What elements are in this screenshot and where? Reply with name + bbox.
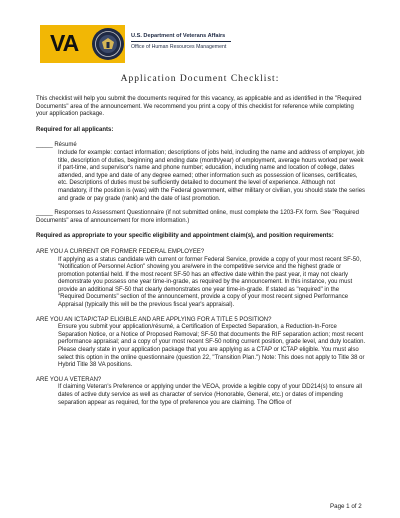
section-heading-all-applicants: Required for all applicants: — [36, 126, 114, 133]
checklist-item-ictap-text: Ensure you submit your application/résumé, a Certification of Expected Separation, a Reduction-In-Force Separation Notice, or a Notice of Proposed Removal; SF-50 that documents the RIF separation action; most recent performance appraisal; and a copy of your most recent SF-50 noting current position, grade level, and duty location. Please clearly state in your application package that you are applying as a CTAP or ICTAP eligible. You must also select this option in the online questionnaire (question 22, "Transition Plan.") Note: This does not apply to Title 38 or Hybrid Title 38 VA positions. — [58, 324, 366, 369]
va-seal-icon — [91, 27, 125, 61]
office-name: Office of Human Resources Management — [131, 44, 227, 50]
checklist-item-resume-text: Include for example: contact information; descriptions of jobs held, including the name and address of employer, job title, description of duties, beginning and ending date (month/year) of employment, average hours worked per week if part-time, and supervisor's name and phone number; education, including name and location of college, dates attended, and type and date of any degree earned; other information such as possession of licenses, certificates, etc. Descriptions of duties must be sufficiently detailed to document the level of experience. Although not mandatory, if the position is (was) with the Federal government, either military or civilian, you should state the series and grade or pay grade (rank) and the date of last promotion. — [58, 149, 366, 202]
intro-paragraph: This checklist will help you submit the documents required for this vacancy, as applicable and as identified in the "Required Documents" area of the announcement. We recommend you print a copy of this checklist for reference while completing your application package. — [36, 96, 362, 118]
page-title: Application Document Checklist: — [120, 74, 280, 84]
document-body — [36, 96, 366, 407]
checklist-item-federal-label: ARE YOU A CURRENT OR FORMER FEDERAL EMPLOYEE? — [36, 248, 205, 255]
page-number: Page 1 of 2 — [330, 503, 362, 510]
checklist-item-veteran-label: ARE YOU A VETERAN? — [36, 376, 102, 383]
checklist-item-ictap-label: ARE YOU AN ICTAP/CTAP ELIGIBLE AND ARE APPLYING FOR A TITLE 5 POSITION? — [36, 316, 272, 323]
checklist-item-resume-label: _____ Résumé — [36, 142, 77, 149]
department-name: U.S. Department of Veterans Affairs — [131, 33, 226, 39]
header-divider — [131, 41, 231, 42]
checklist-item-federal-text: If applying as a status candidate with current or former Federal Service, provide a copy of your most recent SF-50, "Notification of Personnel Action" showing you are/were in the competitive service and the highest grade or promotion potential held. If the most recent SF-50 has an effective date within the past year, it may not clearly demonstrate you possess one year time-in-grade, as required by the announcement. In this instance, you must provide an additional SF-50 that clearly demonstrates one year time-in-grade. If stated as "required" in the "Required Documents" section of the announcement, provide a copy of your most recent signed Performance Appraisal (typically this will be the previous fiscal year's appraisal). — [58, 256, 362, 309]
checklist-item-questionnaire-label: _____ Responses to Assessment Questionnaire (if not submitted online, must complete the 1203-FX form. See "Required Documents" area of announcement for more information.) — [36, 210, 359, 224]
section-heading-eligibility: Required as appropriate to your specific eligibility and appointment claim(s), and position requirements: — [36, 233, 334, 240]
va-logo: VA — [50, 30, 79, 56]
checklist-item-veteran-text: If claiming Veteran's Preference or applying under the VEOA, provide a legible copy of your DD214(s) to ensure all dates of active duty service as well as character of service (Honorable, General, etc.) or dates of impending separation appear as required, for the type of preference you are claiming. The Office of — [58, 384, 362, 406]
